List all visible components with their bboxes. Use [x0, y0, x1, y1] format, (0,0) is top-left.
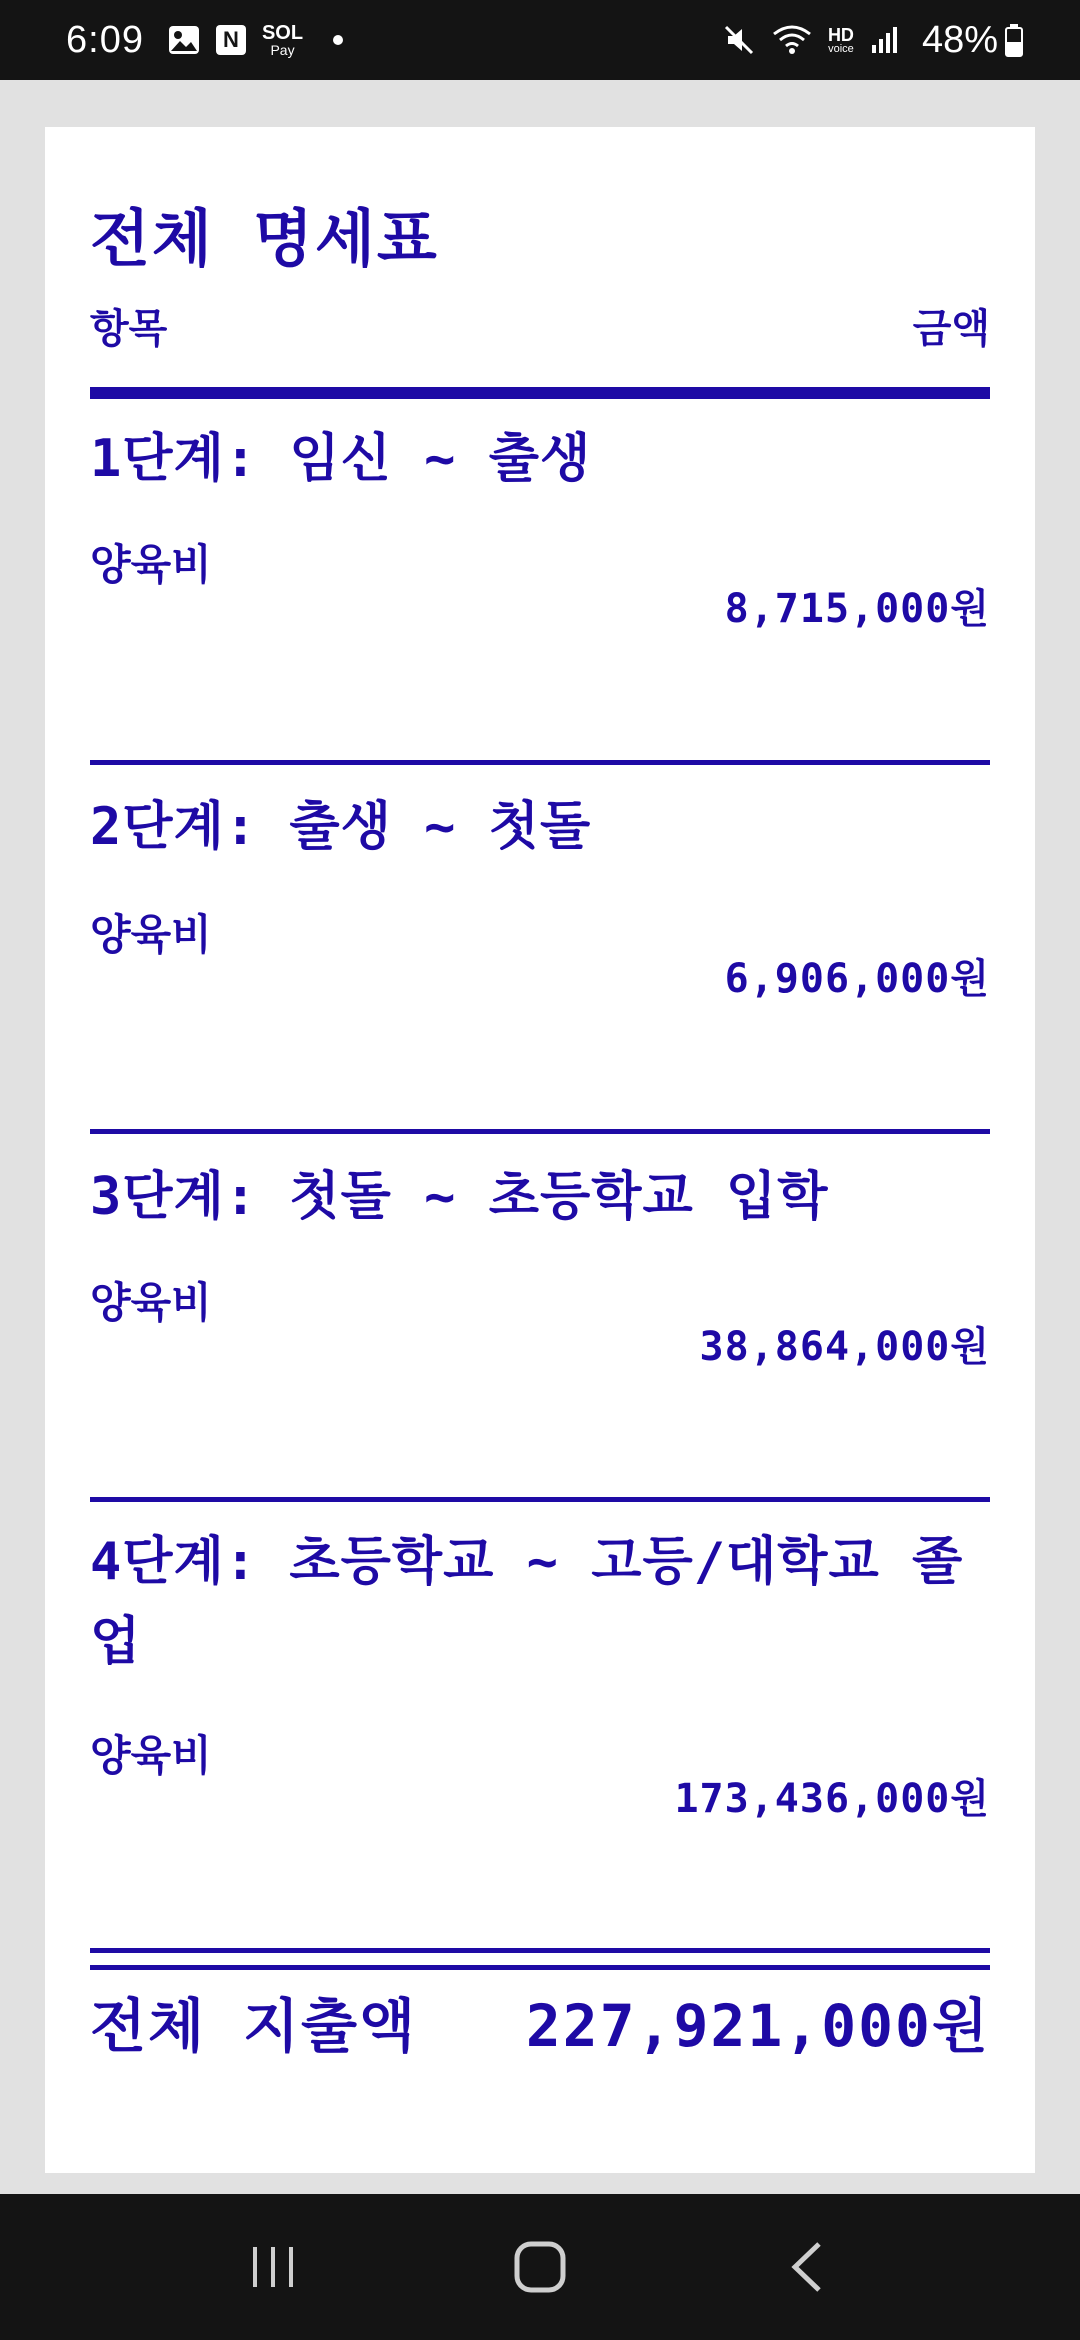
clock: 6:09 [66, 18, 144, 61]
page-title: 전체 명세표 [90, 202, 439, 275]
column-item-label: 항목 [90, 306, 168, 352]
status-bar [0, 0, 1080, 80]
stage-2-item-label: 양육비 [90, 910, 212, 959]
back-icon [787, 2240, 827, 2294]
stage-4-item-label: 양육비 [90, 1731, 212, 1780]
stage-3-amount: 38,864,000원 [699, 1324, 990, 1370]
home-button[interactable] [495, 2222, 585, 2312]
stage-2-title: 2단계: 출생 ~ 첫돌 [90, 797, 592, 857]
stage-1-divider [90, 760, 990, 765]
total-label: 전체 지출액 [90, 1992, 418, 2060]
stage-3-divider [90, 1497, 990, 1502]
gallery-icon [168, 25, 200, 55]
stage-1-title: 1단계: 임신 ~ 출생 [90, 429, 592, 489]
more-notifications-dot-icon [333, 35, 343, 45]
total-divider-top [90, 1948, 990, 1953]
recent-apps-icon [248, 2242, 298, 2292]
navigation-bar [0, 2194, 1080, 2340]
stage-4-title: 4단계: 초등학교 ~ 고등/대학교 졸업 [90, 1532, 964, 1672]
stage-2-amount: 6,906,000원 [724, 956, 990, 1002]
signal-icon [870, 25, 900, 55]
naver-notification-icon: N [216, 25, 246, 55]
stage-3-title: 3단계: 첫돌 ~ 초등학교 입학 [90, 1167, 829, 1227]
stage-2-divider [90, 1129, 990, 1134]
recent-apps-button[interactable] [228, 2222, 318, 2312]
column-header [90, 297, 990, 354]
stage-1-item-label: 양육비 [90, 540, 212, 589]
stage-1-amount: 8,715,000원 [724, 586, 990, 632]
header-divider [90, 387, 990, 399]
battery-icon [1004, 23, 1024, 57]
wifi-icon [772, 24, 812, 56]
sol-pay-icon: SOL Pay [261, 22, 304, 58]
back-button[interactable] [762, 2222, 852, 2312]
home-icon [513, 2240, 567, 2294]
column-amount-label: 금액 [912, 306, 990, 352]
total-row [90, 1979, 990, 2063]
stage-3-item-label: 양육비 [90, 1278, 212, 1327]
mute-icon [722, 23, 756, 57]
stage-4-amount: 173,436,000원 [674, 1776, 990, 1822]
statement-card [45, 127, 1035, 2173]
total-amount: 227,921,000원 [525, 1992, 990, 2060]
total-divider-bottom [90, 1965, 990, 1970]
battery-percent: 48% [921, 18, 998, 61]
hd-voice-icon: HD voice [827, 24, 854, 55]
